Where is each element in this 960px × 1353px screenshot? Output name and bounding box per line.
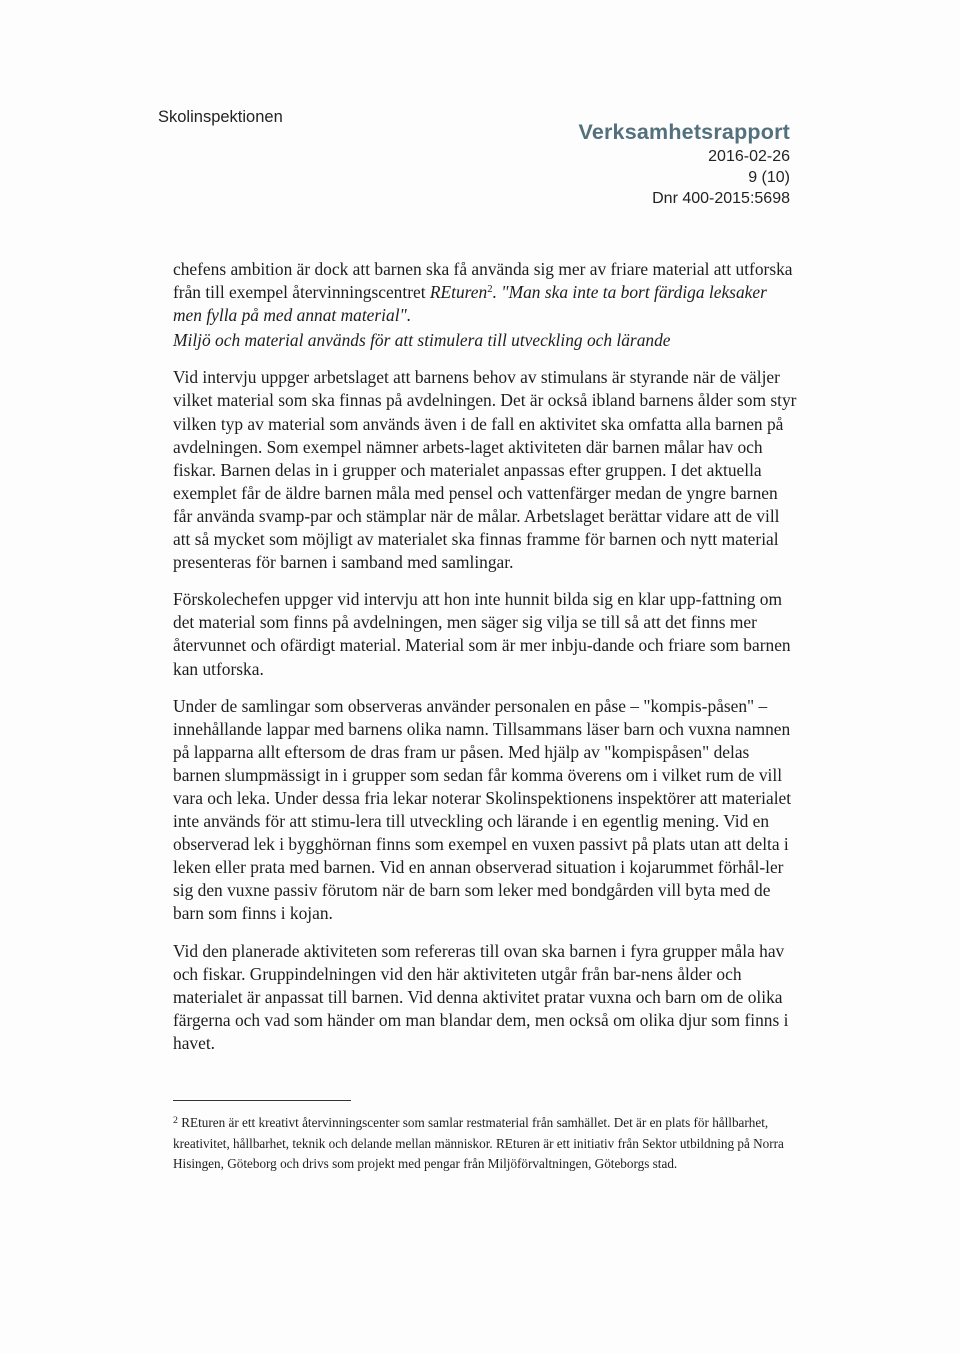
section-heading: Miljö och material används för att stimulera till utveckling och lärande — [173, 330, 671, 351]
document-date: 2016-02-26 — [708, 148, 790, 165]
paragraph-staff-interview: Vid intervju uppger arbetslaget att barnens behov av stimulans är styrande när de väljer vilket material som ska finnas på avdelningen. Det är också ibland barnens ålder som styr vilken typ av material som används även i de fall en aktivitet ska omfatta alla barnen på avdelningen. Som exempel nämner arbets-laget aktiviteten där barnen målar hav och fiskar. Barnen delas in i grupper och materialet anpassas efter gruppen. I det aktuella exemplet får de äldre barnen måla med pensel och vattenfärger medan de yngre barnen får använda svamp-par och stämplar när de målar. Arbetslaget berättar vidare att de vill att så mycket som möjligt av materialet ska finnas framme för barnen och nytt material presenteras för barnen i samband med samlingar. — [173, 367, 797, 573]
quote: . "Man ska inte ta bort färdiga leksaker men fylla på med annat material". — [173, 282, 767, 326]
footnote-text: REturen är ett kreativt återvinningscenter som samlar restmaterial från samhället. Det är en plats för hållbarhet, kreativitet, hållbarhet, teknik och delande mellan människor. REturen är ett initiativ från Sektor utbildning på Norra Hisingen, Göteborg och drivs som projekt med pengar från Miljöförvaltningen, Göteborgs stad. — [173, 1115, 784, 1171]
document-type: Verksamhetsrapport — [578, 120, 790, 144]
footnote — [173, 1113, 795, 1175]
returen-reference: REturen — [429, 282, 488, 303]
paragraph-planned-activity: Vid den planerade aktiviteten som refereras till ovan ska barnen i fyra grupper måla hav och fiskar. Gruppindelningen vid den här aktiviteten utgår från bar-nens ålder och materialet är anpassat till barnen. Vid denna aktivitet pratar vuxna och barn om de olika färgerna och vad som händer om man blandar dem, men också om olika djur som finns i havet. — [173, 940, 789, 1053]
report-body — [173, 258, 800, 1069]
footnote-reference: 2 — [487, 283, 493, 296]
page-number: 9 (10) — [748, 169, 790, 186]
paragraph-observations: Under de samlingar som observeras använder personalen en påse – "kompis-påsen" – innehållande lappar med barnens olika namn. Tillsammans läser barn och vuxna namnen på lapparna allt eftersom de dras fram ur påsen. Med hjälp av "kompispåsen" delas barnen slumpmässigt in i grupper som sedan får komma överens om i vilket rum de vill vara och leka. Under dessa fria lekar noterar Skolinspektionens inspektörer att materialet inte används för att stimu-lera till utveckling och lärande i en egentlig mening. Vid en observerad lek i bygghörnan finns som exempel en vuxen passivt på plats utan att delta i leken eller prata med barnen. Vid en annan observerad situation i kojarummet förhål-ler sig den vuxne passiv förutom när de barn som leker med bondgården vill byta med de barn som finns i kojan. — [173, 695, 792, 924]
footnote-marker: 2 — [173, 1115, 178, 1127]
paragraph-intro-text: chefens ambition är dock att barnen ska få använda sig mer av friare material att utforska från till exempel återvinningscentret — [173, 259, 793, 303]
paragraph-principal-interview: Förskolechefen uppger vid intervju att hon inte hunnit bilda sig en klar upp-fattning om det material som finns på avdelningen, men säger sig vilja se till så att det finns mer återvunnet och ofärdigt material. Material som är mer inbju-dande och friare som barnen kan utforska. — [173, 589, 791, 679]
footnote-divider — [173, 1100, 351, 1101]
document-header — [578, 118, 790, 209]
registration-number: Dnr 400-2015:5698 — [652, 190, 790, 207]
organization-name: Skolinspektionen — [158, 108, 283, 126]
paragraph-intro — [173, 258, 800, 327]
